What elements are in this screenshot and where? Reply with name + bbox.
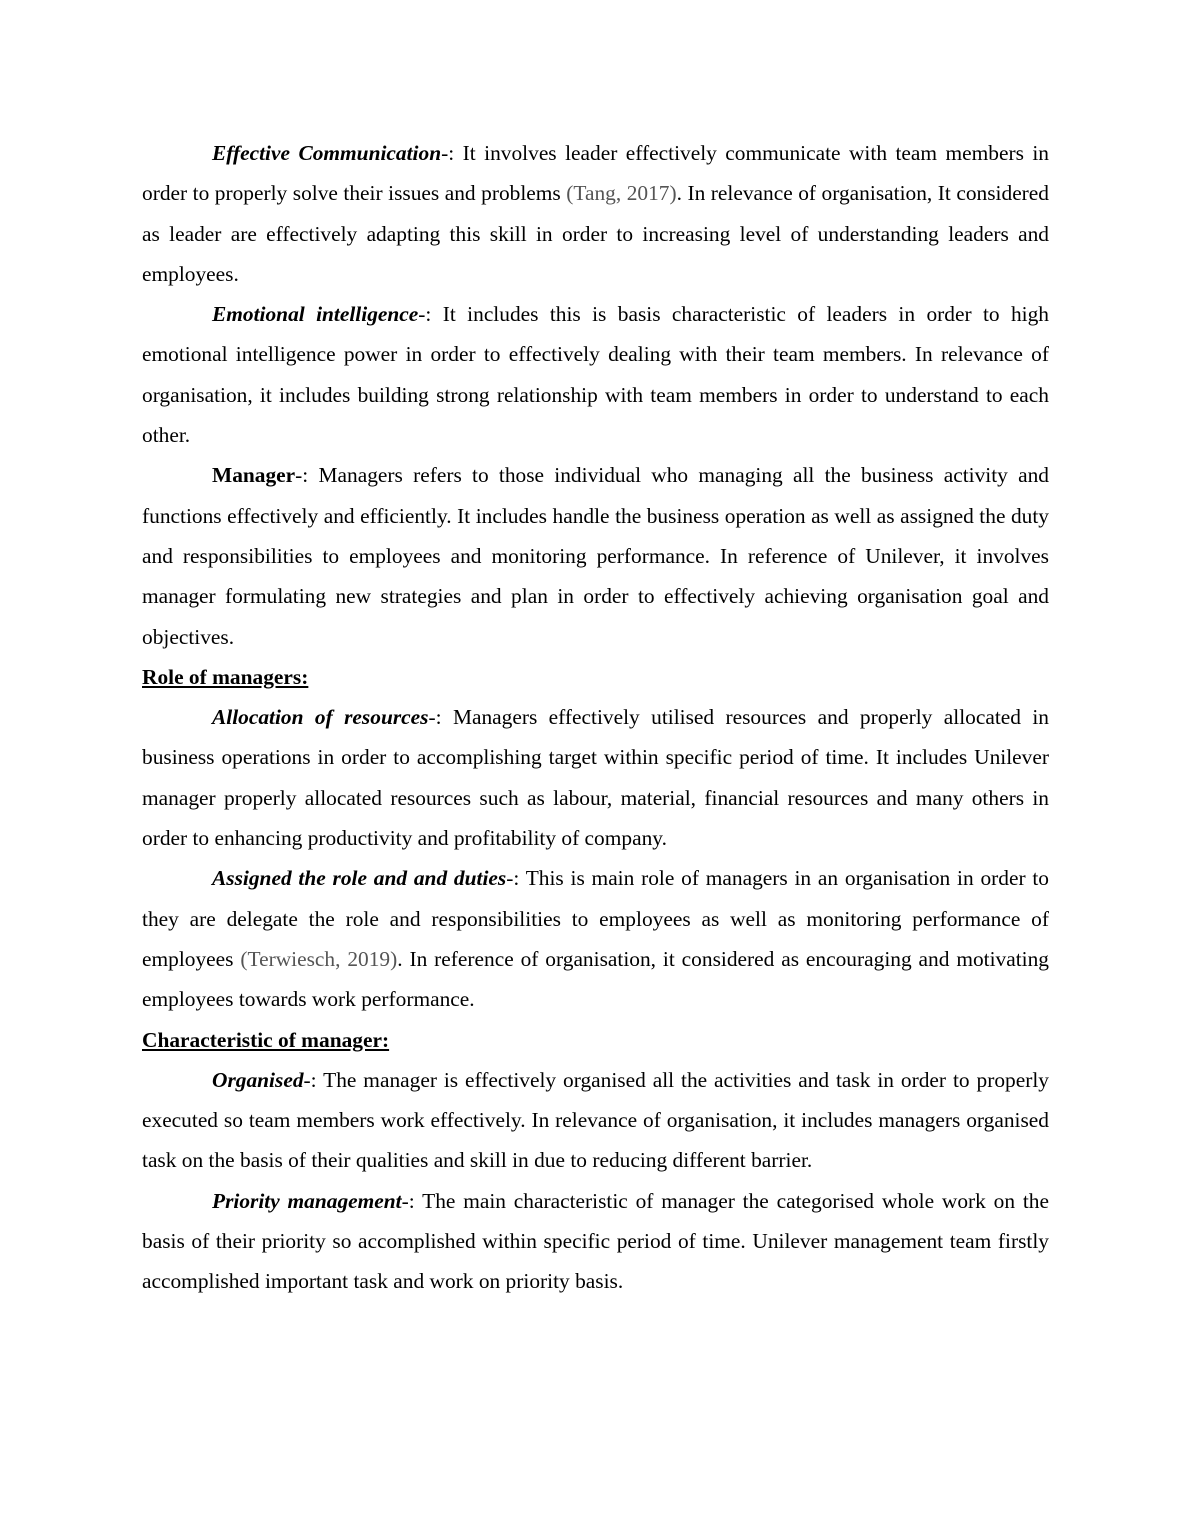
term-separator: -: [428,705,442,730]
paragraph-priority-management [142,1181,1049,1302]
paragraph-text: Managers refers to those individual who managing all the business activity and functions effectively and efficiently. It includes handle the business operation as well as assigned the duty and responsibilities to employees and monitoring performance. In reference of Unilever, it involves manager formulating new strategies and plan in order to effectively achieving organisation goal and objectives. [142,463,1049,649]
section-heading-characteristic-of-manager: Characteristic of manager: [142,1027,390,1052]
citation: (Tang, 2017) [566,181,677,206]
document-page [142,133,1049,1302]
paragraph-text-after: . In relevance of organisation, It considered as leader are effectively adapting this skill in order to increasing level of understanding leaders and employees. [142,181,1049,286]
paragraph-manager [142,455,1049,656]
paragraph-text: It includes this is basis characteristic of leaders in order to high emotional intelligence power in order to effectively dealing with their team members. In relevance of organisation, it includes building strong relationship with team members in order to understand to each other. [142,302,1049,448]
paragraph-effective-communication [142,133,1049,294]
term-separator: -: [303,1067,317,1092]
paragraph-text: The main characteristic of manager the categorised whole work on the basis of their priority so accomplished within specific period of time. Unilever management team firstly accomplished important task and work on priority basis. [142,1188,1049,1294]
term-separator: -: [418,302,432,327]
citation: (Terwiesch, 2019) [240,946,398,971]
paragraph-allocation-of-resources [142,697,1049,858]
term-label: Organised [212,1067,304,1092]
paragraph-emotional-intelligence [142,294,1049,455]
term-separator: -: [506,866,520,891]
term-label: Manager [212,463,296,488]
term-label: Priority management [212,1188,402,1213]
term-separator: -: [295,463,309,488]
term-label: Allocation of resources [212,705,429,730]
term-separator: -: [401,1188,415,1213]
paragraph-text: It involves leader effectively communicate with team members in order to properly solve their issues and problems [142,141,1049,206]
term-separator: -: [441,141,455,165]
paragraph-text: The manager is effectively organised all the activities and task in order to properly executed so team members work effectively. In relevance of organisation, it includes managers organised task on the basis of their qualities and skill in due to reducing different barrier. [142,1067,1049,1173]
term-label: Effective Communication [212,141,442,165]
paragraph-text: Managers effectively utilised resources and properly allocated in business operations in order to accomplishing target within specific period of time. It includes Unilever manager properly allocated resources such as labour, material, financial resources and many others in order to enhancing productivity and profitability of company. [142,705,1049,851]
paragraph-text: This is main role of managers in an organisation in order to they are delegate the role and responsibilities to employees as well as monitoring performance of employees [142,866,1049,971]
term-label: Assigned the role and and duties [212,866,507,891]
term-label: Emotional intelligence [212,302,419,327]
paragraph-assigned-role-and-duties [142,858,1049,1019]
section-heading-role-of-managers: Role of managers: [142,664,309,689]
paragraph-organised [142,1060,1049,1181]
paragraph-text-after: . In reference of organisation, it considered as encouraging and motivating employees towards work performance. [142,946,1050,1012]
